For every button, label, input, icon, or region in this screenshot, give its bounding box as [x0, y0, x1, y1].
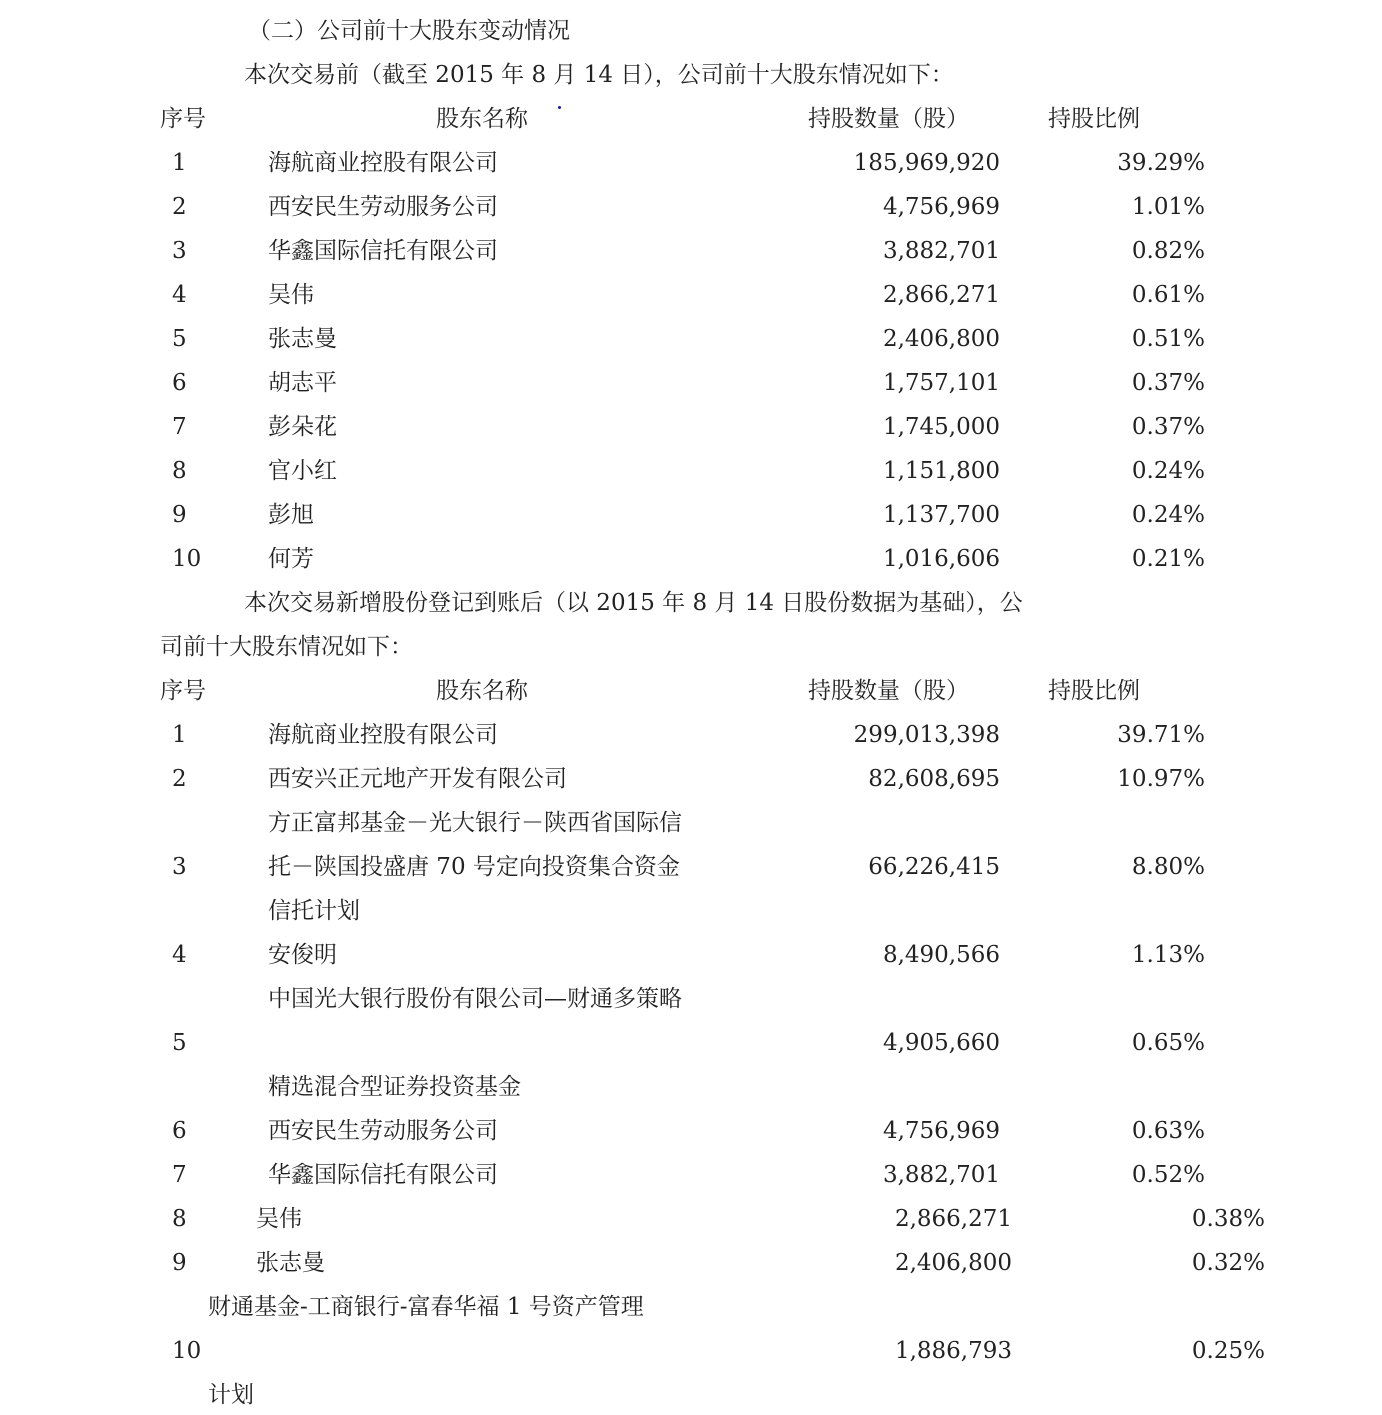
row-name: 海航商业控股有限公司: [268, 150, 498, 176]
row-ratio: 10.97%: [1117, 766, 1205, 792]
row-name: 彭朵花: [268, 414, 337, 440]
row-ratio: 1.01%: [1131, 194, 1205, 220]
row-shares: 2,866,271: [882, 282, 1000, 308]
row-no: 9: [172, 1250, 187, 1276]
row-name: 张志曼: [268, 326, 337, 352]
row-name-line: 精选混合型证券投资基金: [268, 1074, 521, 1100]
before-header-shares: 持股数量（股）: [808, 106, 969, 132]
row-name: 吴伟: [256, 1206, 302, 1232]
row-ratio: 0.61%: [1131, 282, 1205, 308]
before-intro: 本次交易前（截至 2015 年 8 月 14 日），公司前十大股东情况如下：: [244, 62, 954, 88]
row-name: 何芳: [268, 546, 314, 572]
row-no: 7: [172, 414, 187, 440]
row-shares: 4,756,969: [882, 194, 1000, 220]
row-ratio: 0.82%: [1131, 238, 1205, 264]
after-header-no: 序号: [160, 678, 206, 704]
row-shares: 1,757,101: [882, 370, 1000, 396]
row-name: 胡志平: [268, 370, 337, 396]
row-shares: 82,608,695: [868, 766, 1000, 792]
row-name: 彭旭: [268, 502, 314, 528]
row-no: 5: [172, 326, 187, 352]
section-title: （二）公司前十大股东变动情况: [248, 18, 570, 44]
row-no: 8: [172, 1206, 187, 1232]
row-no: 2: [172, 766, 187, 792]
row-ratio: 0.25%: [1191, 1338, 1265, 1364]
row-name-line: 托－陕国投盛唐 70 号定向投资集合资金: [268, 854, 680, 880]
row-ratio: 0.21%: [1131, 546, 1205, 572]
row-no: 4: [172, 282, 187, 308]
row-ratio: 0.38%: [1191, 1206, 1265, 1232]
row-ratio: 0.37%: [1131, 414, 1205, 440]
row-name: 西安民生劳动服务公司: [268, 194, 498, 220]
after-header-shares: 持股数量（股）: [808, 678, 969, 704]
row-no: 10: [172, 1338, 202, 1364]
row-shares: 1,886,793: [894, 1338, 1012, 1364]
row-ratio: 0.65%: [1131, 1030, 1205, 1056]
row-no: 3: [172, 854, 187, 880]
row-no: 6: [172, 370, 187, 396]
row-no: 1: [172, 722, 187, 748]
row-name-line: 计划: [208, 1382, 254, 1408]
row-shares: 299,013,398: [853, 722, 1000, 748]
row-no: 4: [172, 942, 187, 968]
row-shares: 2,406,800: [882, 326, 1000, 352]
row-shares: 4,905,660: [882, 1030, 1000, 1056]
row-shares: 8,490,566: [882, 942, 1000, 968]
row-name: 官小红: [268, 458, 337, 484]
after-intro-line1: 本次交易新增股份登记到账后（以 2015 年 8 月 14 日股份数据为基础），公: [244, 590, 1023, 616]
row-no: 3: [172, 238, 187, 264]
row-no: 9: [172, 502, 187, 528]
row-shares: 66,226,415: [868, 854, 1000, 880]
row-no: 7: [172, 1162, 187, 1188]
row-no: 6: [172, 1118, 187, 1144]
row-ratio: 0.24%: [1131, 458, 1205, 484]
row-name: 安俊明: [268, 942, 337, 968]
row-ratio: 0.32%: [1191, 1250, 1265, 1276]
row-shares: 1,745,000: [882, 414, 1000, 440]
row-shares: 2,406,800: [894, 1250, 1012, 1276]
after-header-ratio: 持股比例: [1048, 678, 1140, 704]
row-no: 1: [172, 150, 187, 176]
row-shares: 4,756,969: [882, 1118, 1000, 1144]
row-ratio: 0.24%: [1131, 502, 1205, 528]
row-shares: 1,151,800: [882, 458, 1000, 484]
after-header-name: 股东名称: [436, 678, 528, 704]
row-shares: 1,137,700: [882, 502, 1000, 528]
row-ratio: 0.63%: [1131, 1118, 1205, 1144]
row-shares: 3,882,701: [882, 238, 1000, 264]
row-no: 2: [172, 194, 187, 220]
row-name: 华鑫国际信托有限公司: [268, 238, 498, 264]
row-name: 西安民生劳动服务公司: [268, 1118, 498, 1144]
before-header-no: 序号: [160, 106, 206, 132]
row-name: 吴伟: [268, 282, 314, 308]
row-ratio: 39.71%: [1117, 722, 1205, 748]
before-header-name: 股东名称: [436, 106, 528, 132]
before-header-ratio: 持股比例: [1048, 106, 1140, 132]
after-intro-line2: 司前十大股东情况如下：: [160, 634, 413, 660]
row-ratio: 0.37%: [1131, 370, 1205, 396]
row-shares: 3,882,701: [882, 1162, 1000, 1188]
row-ratio: 39.29%: [1117, 150, 1205, 176]
row-no: 8: [172, 458, 187, 484]
stray-dot-mark: [558, 106, 561, 109]
row-name-line: 中国光大银行股份有限公司—财通多策略: [268, 986, 682, 1012]
row-name: 华鑫国际信托有限公司: [268, 1162, 498, 1188]
row-ratio: 0.51%: [1131, 326, 1205, 352]
row-ratio: 0.52%: [1131, 1162, 1205, 1188]
row-name: 张志曼: [256, 1250, 325, 1276]
row-name: 海航商业控股有限公司: [268, 722, 498, 748]
row-name: 西安兴正元地产开发有限公司: [268, 766, 567, 792]
row-shares: 185,969,920: [853, 150, 1000, 176]
row-ratio: 1.13%: [1131, 942, 1205, 968]
row-no: 5: [172, 1030, 187, 1056]
row-no: 10: [172, 546, 202, 572]
row-name-line: 财通基金-工商银行-富春华福 1 号资产管理: [208, 1294, 644, 1320]
row-name-line: 信托计划: [268, 898, 360, 924]
row-shares: 2,866,271: [894, 1206, 1012, 1232]
row-name-line: 方正富邦基金－光大银行－陕西省国际信: [268, 810, 682, 836]
row-shares: 1,016,606: [882, 546, 1000, 572]
row-ratio: 8.80%: [1131, 854, 1205, 880]
